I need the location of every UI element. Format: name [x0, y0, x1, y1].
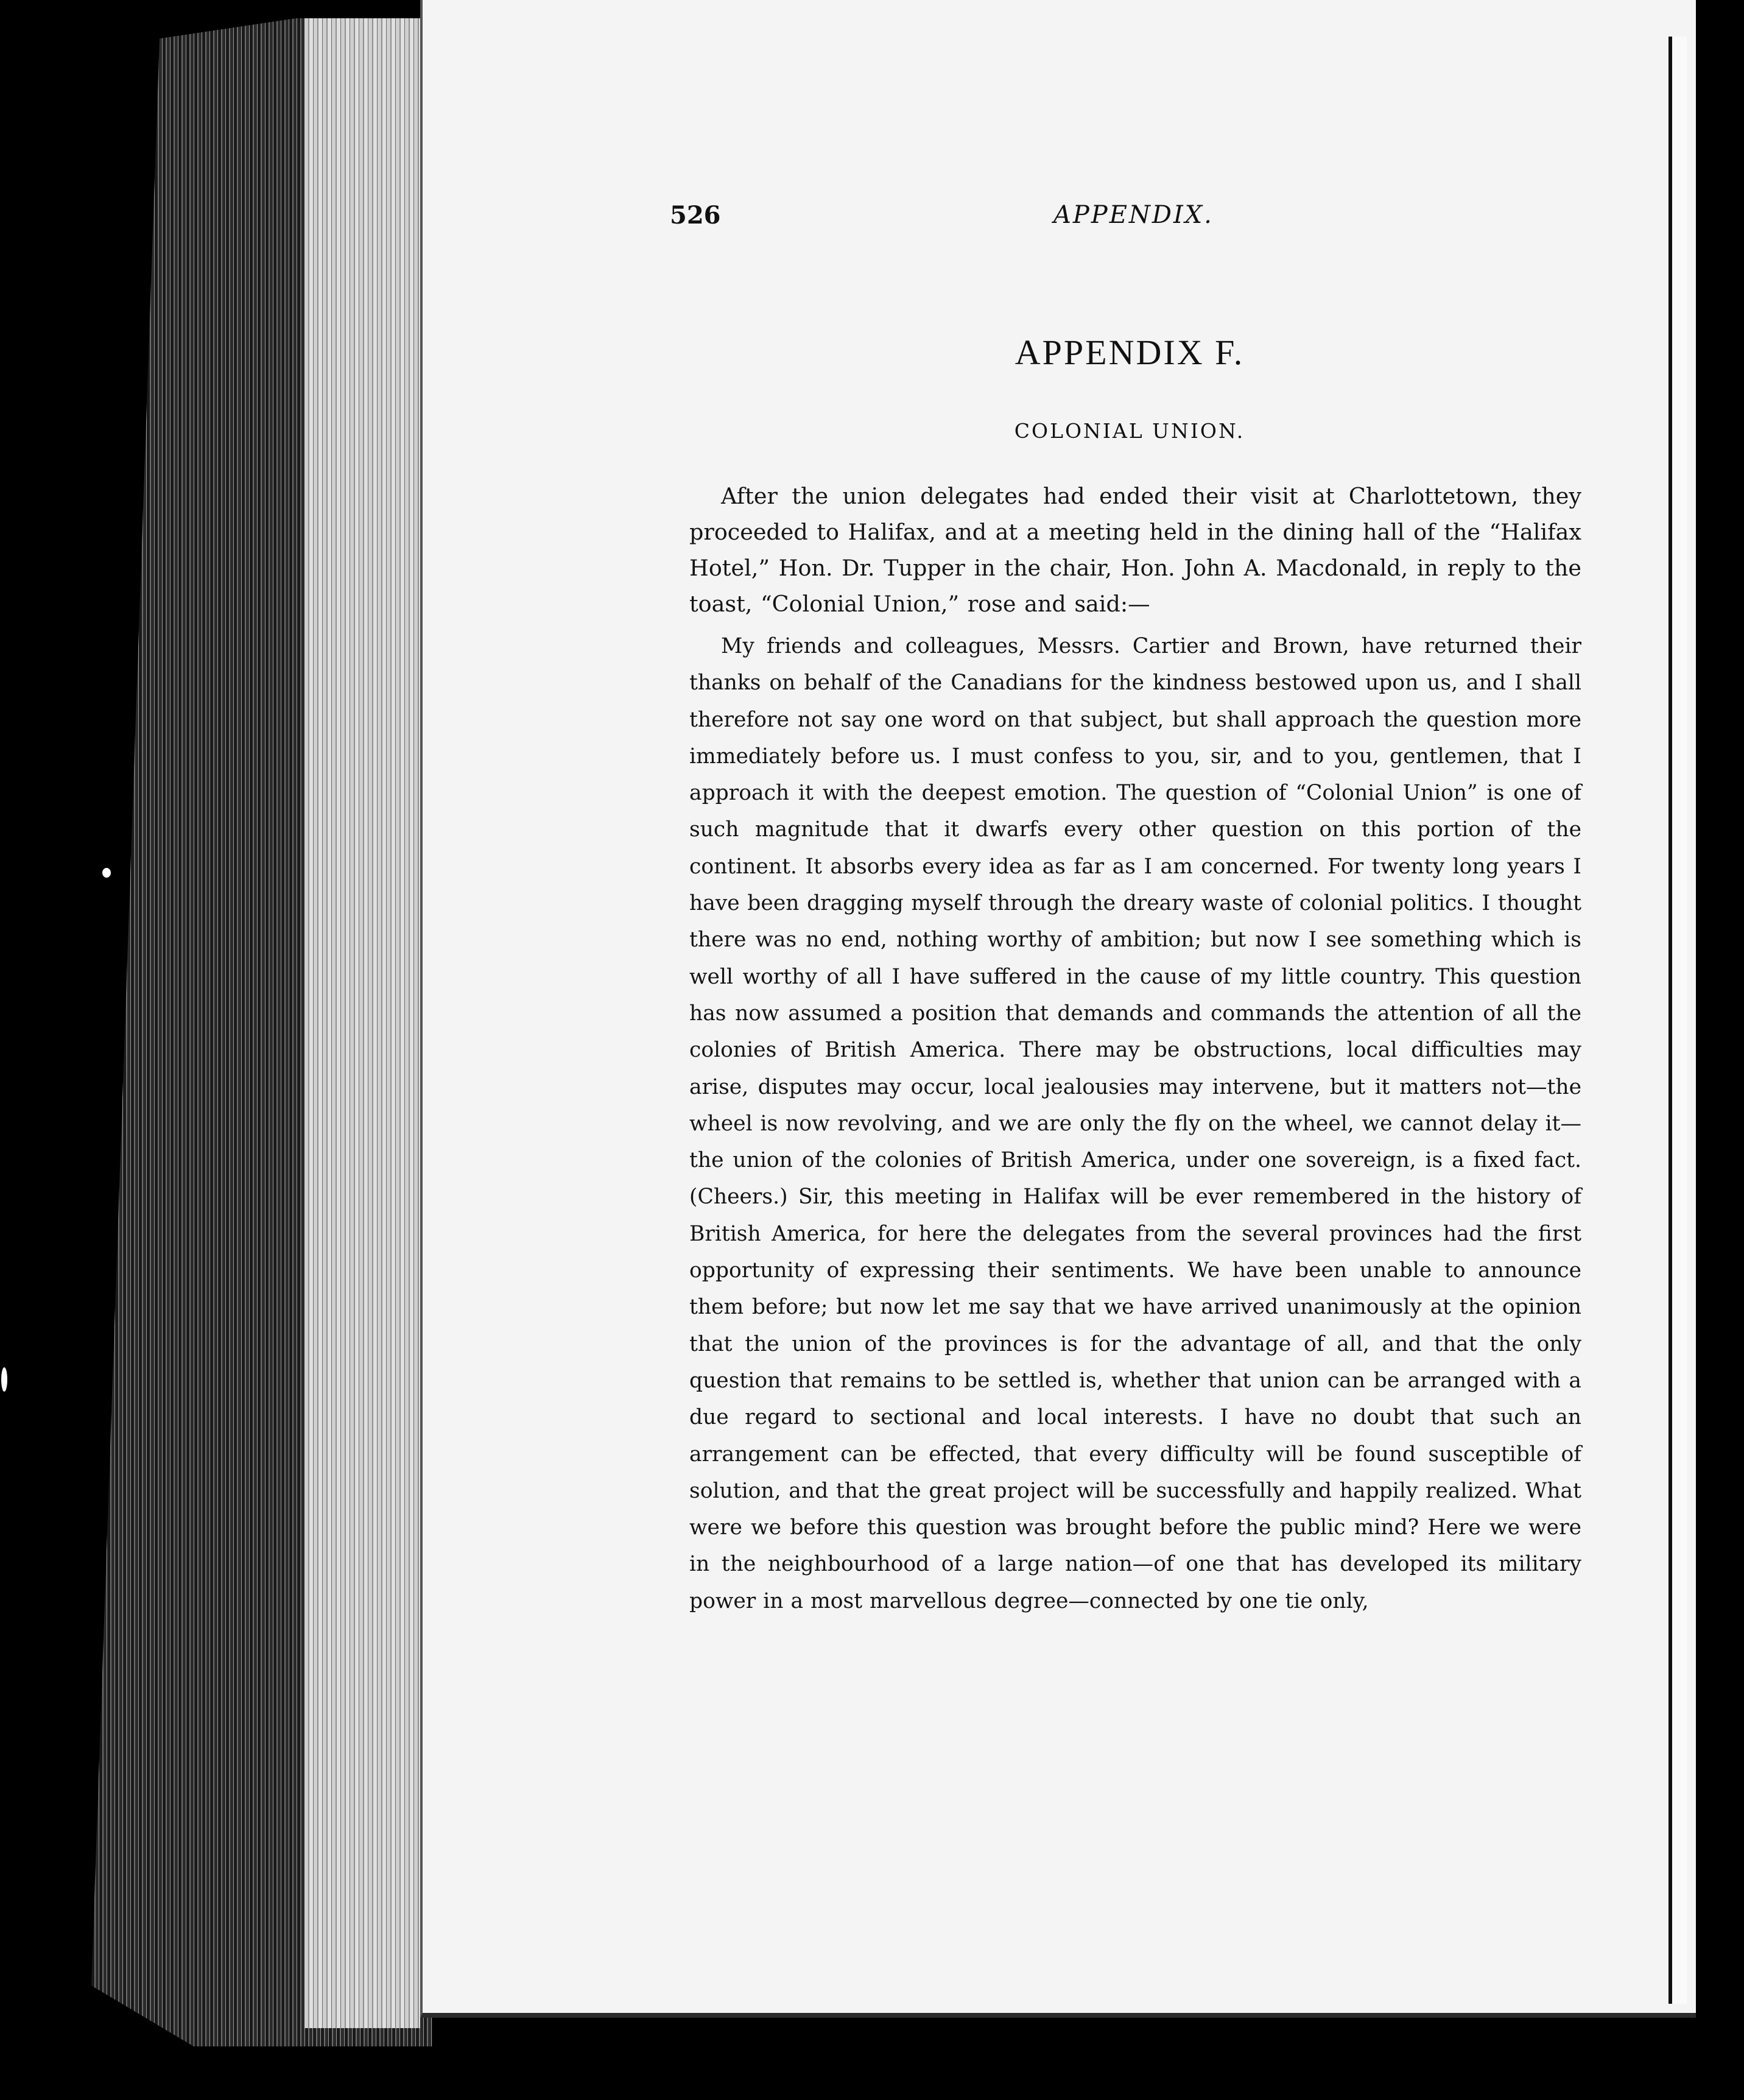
running-head	[670, 201, 1285, 238]
running-title: APPENDIX.	[1053, 201, 1214, 229]
dust-speck	[102, 868, 111, 878]
book-page-edges-light	[304, 18, 420, 2028]
body-text	[689, 478, 1581, 1619]
facing-page-edge	[1668, 37, 1687, 2004]
intro-paragraph: After the union delegates had ended their visit at Charlottetown, they proceeded to Halifax, and at a meeting held in the dining hall of the “Halifax Hotel,” Hon. Dr. Tupper in the chair, Hon. John A. Macdonald, in reply to the toast, “Colonial Union,” rose and said:—	[689, 483, 1581, 617]
speech-paragraph: My friends and colleagues, Messrs. Cartier and Brown, have returned their thanks on behalf of the Canadians for the kindness bestowed upon us, and I shall therefore not say one word on that subject, but shall approach the question more immediately before us. I must confess to you, sir, and to you, gentlemen, that I approach it with the deepest emotion. The question of “Colonial Union” is one of such magnitude that it dwarfs every other question on this portion of the continent. It absorbs every idea as far as I am concerned. For twenty long years I have been dragging myself through the dreary waste of colonial politics. I thought there was no end, nothing worthy of ambition; but now I see something which is well worthy of all I have suffered in the cause of my little country. This question has now assumed a position that demands and commands the attention of all the colonies of British America. There may be obstructions, local difficulties may arise, disputes may occur, local jealousies may intervene, but it matters not—the wheel is now revolving, and we are only the fly on the wheel, we cannot delay it—the union of the colonies of British America, under one sovereign, is a fixed fact. (Cheers.) Sir, this meeting in Halifax will be ever remembered in the history of British America, for here the delegates from the several provinces had the first opportunity of expressing their sentiments. We have been unable to announce them before; but now let me say that we have arrived unanimously at the opinion that the union of the provinces is for the advantage of all, and that the only question that remains to be settled is, whether that union can be arranged with a due regard to sectional and local interests. I have no doubt that such an arrangement can be effected, that every difficulty will be found susceptible of solution, and that the great project will be successfully and happily realized. What were we before this question was brought before the public mind? Here we were in the neighbourhood of a large nation—of one that has developed its military power in a most marvellous degree—connected by one tie only,	[689, 634, 1581, 1613]
dust-speck	[1, 1367, 7, 1392]
appendix-subtitle: COLONIAL UNION.	[1014, 419, 1245, 443]
right-gutter	[1696, 0, 1744, 2100]
page-number: 526	[670, 201, 721, 230]
appendix-title: APPENDIX F.	[1014, 333, 1245, 372]
